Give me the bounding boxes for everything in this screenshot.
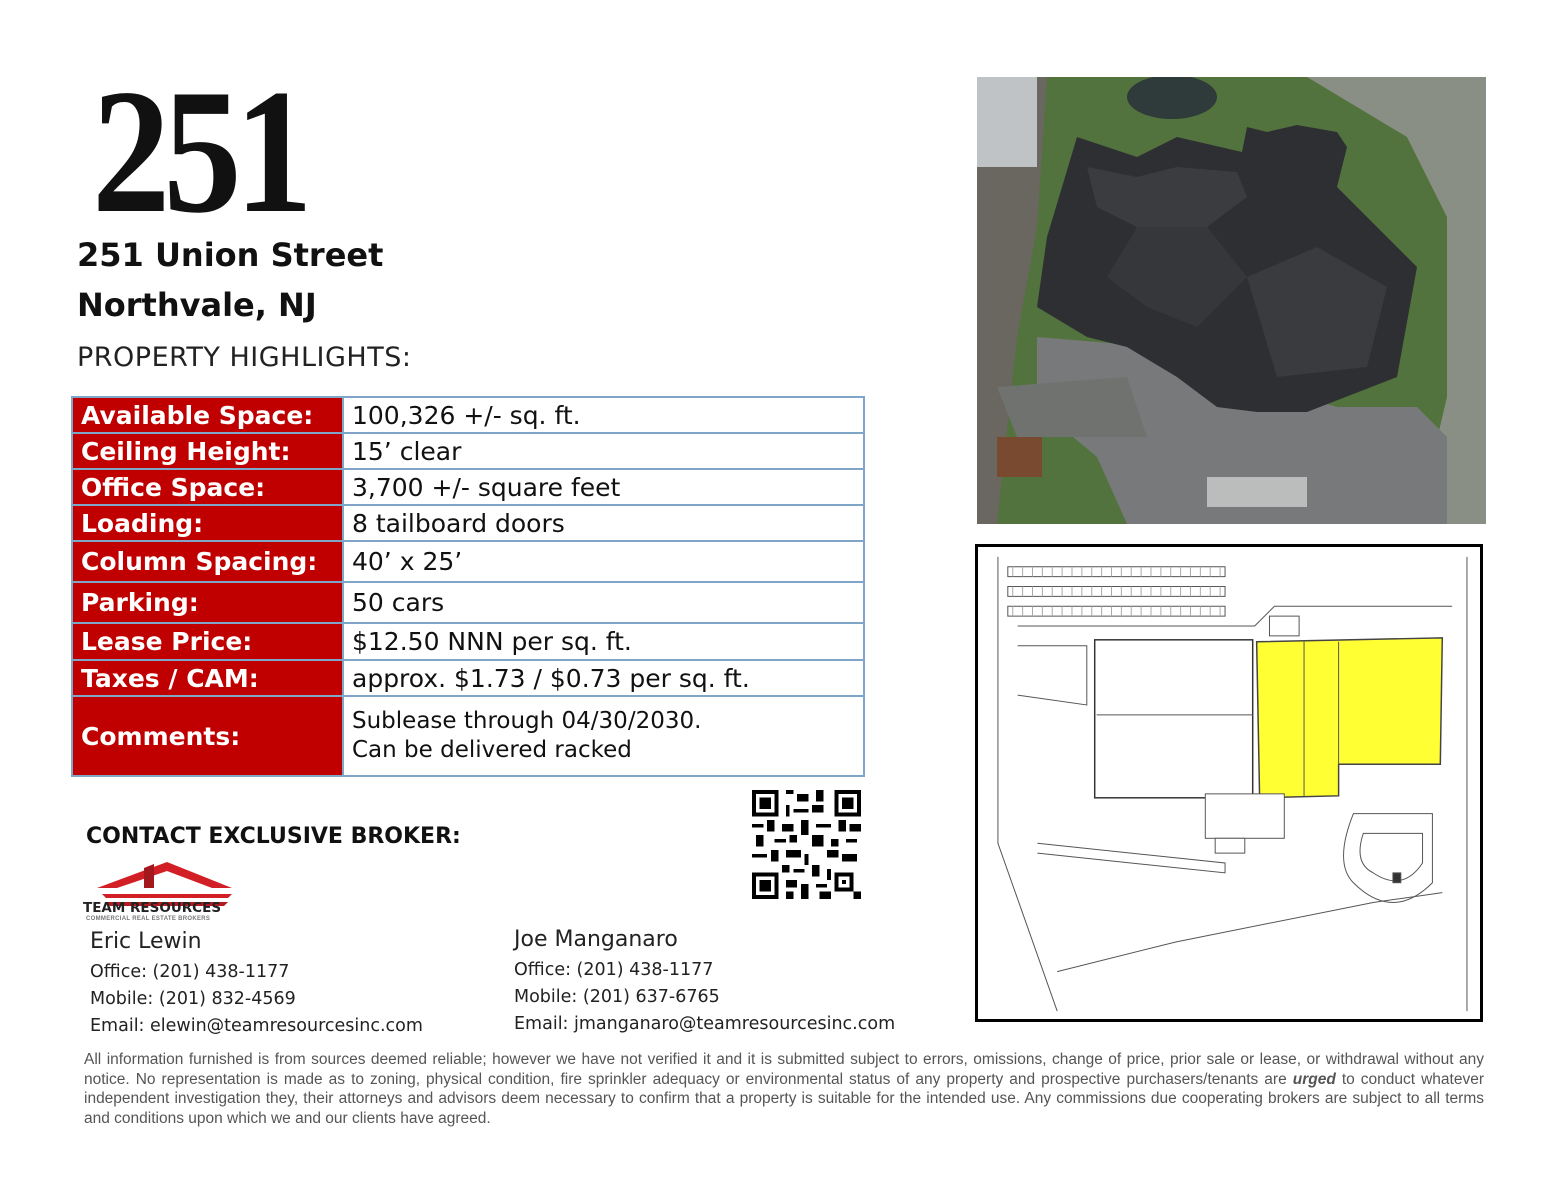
table-row [72,541,864,582]
row-label: Ceiling Height: [72,433,343,469]
table-row [72,582,864,623]
comment-line-2: Can be delivered racked [352,737,632,763]
disclaimer [84,1050,1484,1128]
row-value: 50 cars [343,582,864,623]
section-title: PROPERTY HIGHLIGHTS: [77,342,412,373]
broker-card [514,927,895,1041]
broker-email[interactable]: Email: jmanganaro@teamresourcesinc.com [514,1014,896,1034]
row-value [343,696,864,776]
row-value: 8 tailboard doors [343,505,864,541]
address-line-1: 251 Union Street [77,236,384,274]
row-label: Office Space: [72,469,343,505]
logo-subtitle: COMMERCIAL REAL ESTATE BROKERS [86,916,211,922]
logo-text: TEAM RESOURCES [83,900,222,916]
row-value: $12.50 NNN per sq. ft. [343,623,864,660]
row-label: Lease Price: [72,623,343,660]
row-value: 100,326 +/- sq. ft. [343,397,864,433]
broker-name: Eric Lewin [90,929,202,954]
table-row [72,469,864,505]
row-value: 3,700 +/- square feet [343,469,864,505]
row-value: 40’ x 25’ [343,541,864,582]
broker-card [90,929,423,1043]
row-value: 15’ clear [343,433,864,469]
table-row [72,623,864,660]
row-label: Taxes / CAM: [72,660,343,696]
aerial-photo [977,77,1486,524]
comment-line-1: Sublease through 04/30/2030. [352,708,702,734]
table-row [72,696,864,776]
broker-mobile: Mobile: (201) 637-6765 [514,987,720,1007]
qr-code[interactable] [752,790,861,899]
floor-plan [975,544,1483,1022]
disclaimer-text-1: All information furnished is from sources deemed reliable; however we have not verified it and it is submitted subject to errors, omissions, change of price, prior sale or lease, or withdrawal without any notice. No representation is made as to zoning, physical condition, fire sprinkler adequacy or environmental status of any property and prospective purchasers/tenants are [84,1051,1484,1088]
row-label: Available Space: [72,397,343,433]
address-line-2: Northvale, NJ [77,286,317,324]
table-row [72,660,864,696]
broker-name: Joe Manganaro [514,927,678,952]
table-row [72,397,864,433]
table-row [72,433,864,469]
property-number: 251 [92,52,306,250]
disclaimer-emphasis: urged [1292,1070,1336,1088]
row-label: Column Spacing: [72,541,343,582]
property-highlights-table [71,396,865,777]
broker-office: Office: (201) 438-1177 [90,962,290,982]
broker-office: Office: (201) 438-1177 [514,960,714,980]
table-row [72,505,864,541]
broker-mobile: Mobile: (201) 832-4569 [90,989,296,1009]
row-value: approx. $1.73 / $0.73 per sq. ft. [343,660,864,696]
contact-header: CONTACT EXCLUSIVE BROKER: [86,824,461,849]
disclaimer-text-2: to conduct whatever independent investigation they, their attorneys and advisors deem necessary to confirm that a property is suitable for the intended use. Any commissions due cooperating brokers are subject to all terms and conditions upon which we and our clients have agreed. [84,1070,1485,1127]
broker-email[interactable]: Email: elewin@teamresourcesinc.com [90,1016,423,1036]
row-label: Comments: [72,696,343,776]
row-label: Parking: [72,582,343,623]
row-label: Loading: [72,505,343,541]
